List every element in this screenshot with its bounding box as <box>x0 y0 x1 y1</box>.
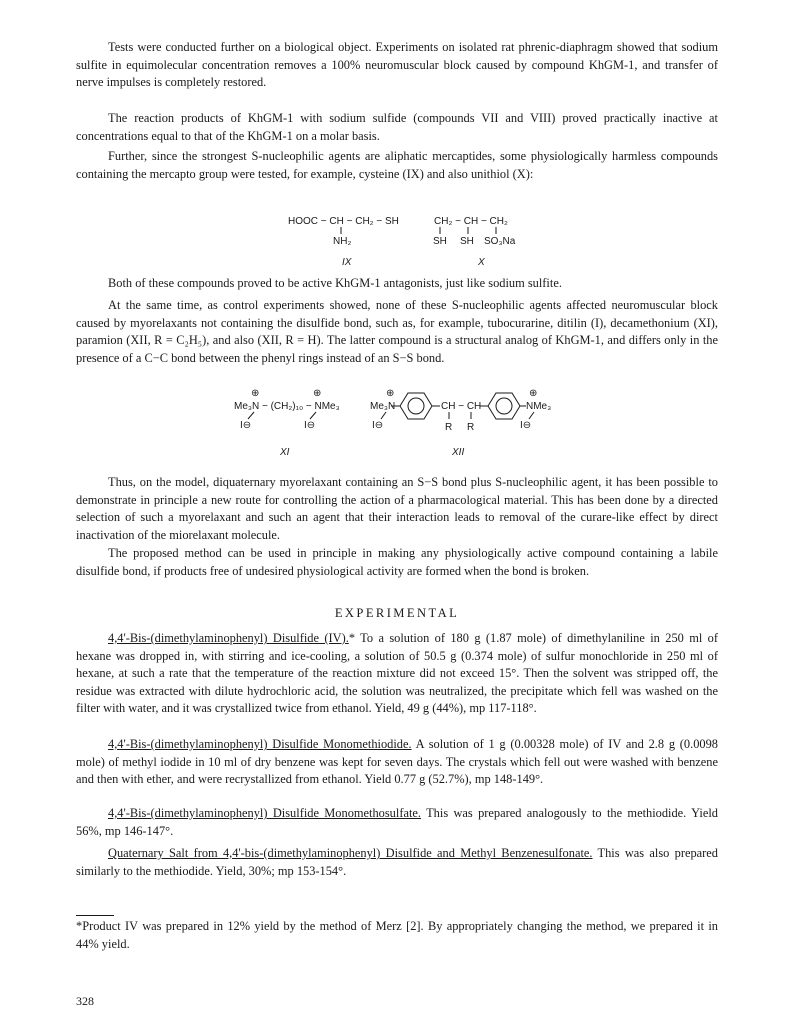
svg-text:NMe₃: NMe₃ <box>526 401 552 412</box>
experimental-entry-quaternary-salt <box>76 845 718 880</box>
paragraph-mercaptides: Further, since the strongest S-nucleophilic agents are aliphatic mercaptides, some physiologically harmless compounds containing the mercapto group were tested, for example, cysteine (IX) and also unithiol (X): <box>76 149 718 181</box>
paragraph-sodium-sulfite-test: Tests were conducted further on a biological object. Experiments on isolated rat phrenic-diaphragm showed that sodium sulfite in equimolecular concentration removes a 100% neuromuscular block caused by compound KhGM-1, and transfer of nerve impulses is completely restored. <box>76 40 718 90</box>
paragraph-reaction-products: The reaction products of KhGM-1 with sodium sulfide (compounds VII and VIII) proved practically inactive at concentrations equal to that of the KhGM-1 on a molar basis. <box>76 111 718 143</box>
entry-quaternary-salt-title: Quaternary Salt from 4,4'-bis-(dimethylaminophenyl) Disulfide and Methyl Benzenesulfonate. <box>108 846 593 860</box>
svg-text:HOOC − CH − CH₂ − SH: HOOC − CH − CH₂ − SH <box>288 216 399 227</box>
structure-ix-cysteine <box>288 216 399 268</box>
svg-text:X: X <box>478 257 485 268</box>
paragraph-proposed-method: The proposed method can be used in principle in making any physiologically active compound containing a labile disulfide bond, if products free of undesired physiological activity are formed when the bond is broken. <box>76 546 718 578</box>
entry-iv-body: To a solution of 180 g (1.87 mole) of dimethylaniline in 250 ml of hexane was dropped in, with stirring and ice-cooling, a solution of 50.5 g (0.374 mole) of sulfur monochloride in 250 ml of hexane, at such a rate that the temperature of the reaction mixture did not exceed 15°. Then the solvent was stripped off, the residue was extracted with dilute hydrochloric acid, the solution was neutralized, the precipitate which fell was washed on the filter with water, and it was crystallized twice from ethanol. Yield, 49 g (44%), mp 117-118°. <box>76 631 718 716</box>
svg-text:SH: SH <box>433 236 447 247</box>
structure-xi-decamethonium <box>234 388 340 458</box>
svg-text:I⊖: I⊖ <box>304 420 316 431</box>
svg-text:CH₂ − CH − CH₂: CH₂ − CH − CH₂ <box>434 216 508 227</box>
entry-monomethosulfate-title: 4,4'-Bis-(dimethylaminophenyl) Disulfide Monomethosulfate. <box>108 806 421 820</box>
svg-text:⊕: ⊕ <box>529 388 538 399</box>
entry-monomethiodide-body: A solution of 1 g (0.00328 mole) of IV and 2.8 g (0.0098 mole) of methyl iodide in 10 ml of dry benzene was kept for seven days. The crystals which fell out were washed with benzene and then with ether, and were recrystallized from ethanol. Yield 0.77 g (52.7%), mp 148-149°. <box>76 737 718 787</box>
svg-text:Me₃N − (CH₂)₁₀ − NMe₃: Me₃N − (CH₂)₁₀ − NMe₃ <box>234 401 340 412</box>
svg-text:NH₂: NH₂ <box>333 236 352 247</box>
svg-text:I⊖: I⊖ <box>240 420 252 431</box>
paragraph-antagonists: Both of these compounds proved to be active KhGM-1 antagonists, just like sodium sulfite. <box>108 276 562 290</box>
page-number: 328 <box>76 994 94 1008</box>
svg-text:R: R <box>445 422 453 433</box>
svg-text:Me₃N: Me₃N <box>370 401 396 412</box>
structures-xi-xii <box>228 387 588 463</box>
experimental-entry-monomethiodide <box>76 736 718 789</box>
entry-iv-title: 4,4'-Bis-(dimethylaminophenyl) Disulfide (IV). <box>108 631 349 645</box>
svg-text:R: R <box>467 422 475 433</box>
svg-text:CH − CH: CH − CH <box>441 401 482 412</box>
entry-quaternary-salt-body: This was also prepared similarly to the methiodide. Yield, 30%; mp 153-154°. <box>76 846 718 878</box>
paragraph-model-conclusion: Thus, on the model, diquaternary myorelaxant containing an S−S bond plus S-nucleophilic agent, it has been possible to demonstrate in principle a new route for controlling the action of a pharmacological material. This has been done by a directed selection of such a myorelaxant and such an agent that their interaction leads to removal of the curare-like effect by direct inactivation of the miorelaxant molecule. <box>76 475 718 542</box>
footnote-rule <box>76 915 114 916</box>
svg-text:⊕: ⊕ <box>386 388 395 399</box>
svg-text:XII: XII <box>452 447 465 458</box>
svg-text:SO₃Na: SO₃Na <box>484 236 516 247</box>
svg-text:⊕: ⊕ <box>251 388 260 399</box>
structure-x-unithiol <box>433 216 516 268</box>
svg-text:I⊖: I⊖ <box>372 420 384 431</box>
svg-text:XI: XI <box>280 447 290 458</box>
entry-monomethosulfate-body: This was prepared analogously to the methiodide. Yield 56%, mp 146-147°. <box>76 806 718 838</box>
structure-xii-paramion <box>370 388 551 458</box>
entry-monomethiodide-title: 4,4'-Bis-(dimethylaminophenyl) Disulfide Monomethiodide. <box>108 737 412 751</box>
experimental-entry-iv <box>76 630 718 718</box>
footnote: *Product IV was prepared in 12% yield by the method of Merz [2]. By appropriately changing the method, we prepared it in 44% yield. <box>76 919 718 951</box>
svg-text:SH: SH <box>460 236 474 247</box>
svg-text:⊕: ⊕ <box>313 388 322 399</box>
paragraph-control-experiments: At the same time, as control experiments showed, none of these S-nucleophilic agents affected neuromuscular block caused by myorelaxants not containing the disulfide bond, such as, for example, tubocurarine, ditilin (I), decamethonium (XI), paramion (XII, R = C₂H₅), and also (XII, R = H). The latter compound is a structural analog of KhGM-1, and differs only in the presence of a C−C bond between the phenyl rings instead of an S−S bond. <box>76 298 718 365</box>
experimental-heading: EXPERIMENTAL <box>334 606 460 620</box>
svg-text:I⊖: I⊖ <box>520 420 532 431</box>
svg-text:IX: IX <box>342 257 352 268</box>
footnote-marker: * <box>348 631 356 645</box>
experimental-entry-monomethosulfate <box>76 805 718 840</box>
structures-ix-x <box>270 208 560 276</box>
